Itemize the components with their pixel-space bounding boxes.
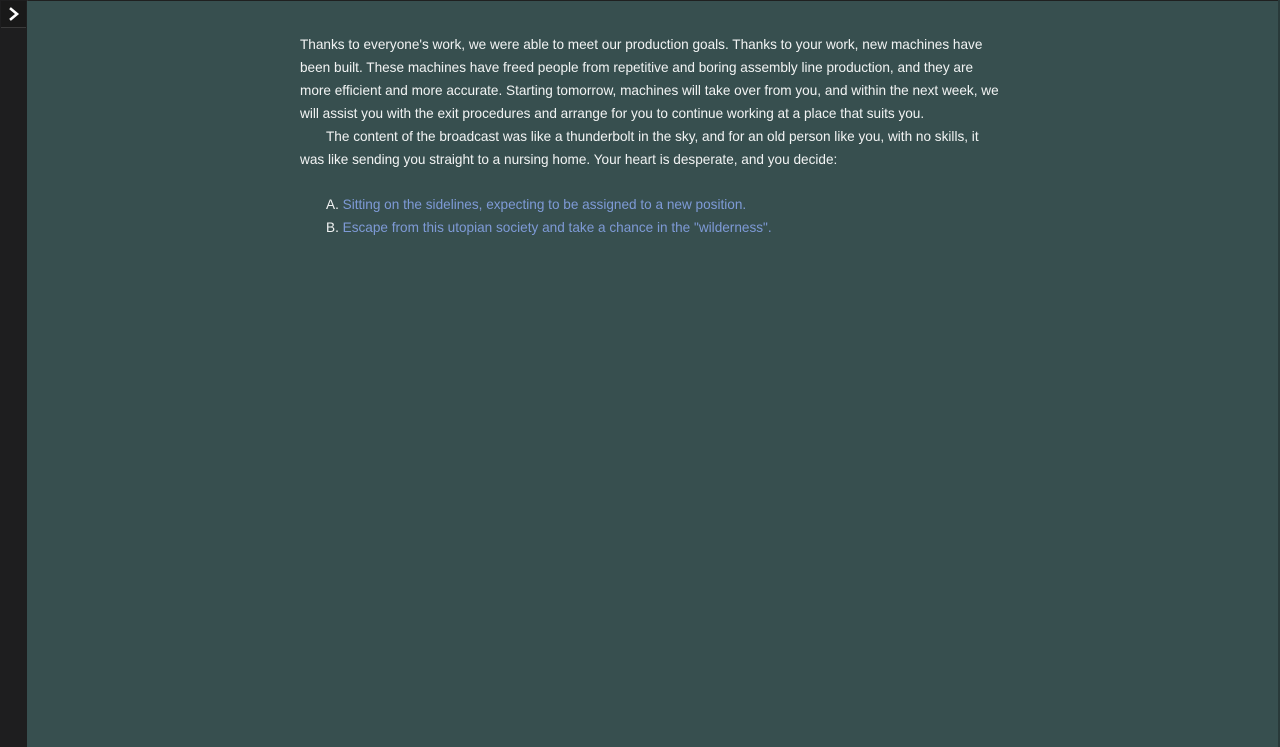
story-text <box>300 33 1005 239</box>
choice-key: A. <box>326 197 339 212</box>
choice-link-a[interactable]: Sitting on the sidelines, expecting to be assigned to a new position. <box>342 197 747 212</box>
sidebar <box>0 0 28 747</box>
sidebar-toggle-button[interactable] <box>1 1 26 28</box>
choice-item-b <box>326 216 1005 239</box>
story-paragraph: The content of the broadcast was like a thunderbolt in the sky, and for an old person like you, with no skills, it was like sending you straight to a nursing home. Your heart is desperate, and you decide: <box>300 129 979 167</box>
chevron-right-icon <box>7 7 21 21</box>
story-paragraph: Thanks to everyone's work, we were able to meet our production goals. Thanks to your work, new machines have been built. These machines have freed people from repetitive and boring assembly line production, and they are more efficient and more accurate. Starting tomorrow, machines will take over from you, and within the next week, we will assist you with the exit procedures and arrange for you to continue working at a place that suits you. <box>300 37 999 121</box>
choice-list <box>300 193 1005 239</box>
choice-link-b[interactable]: Escape from this utopian society and take a chance in the "wilderness". <box>342 220 772 235</box>
story-pane <box>27 1 1278 747</box>
choice-key: B. <box>326 220 339 235</box>
choice-item-a <box>326 193 1005 216</box>
